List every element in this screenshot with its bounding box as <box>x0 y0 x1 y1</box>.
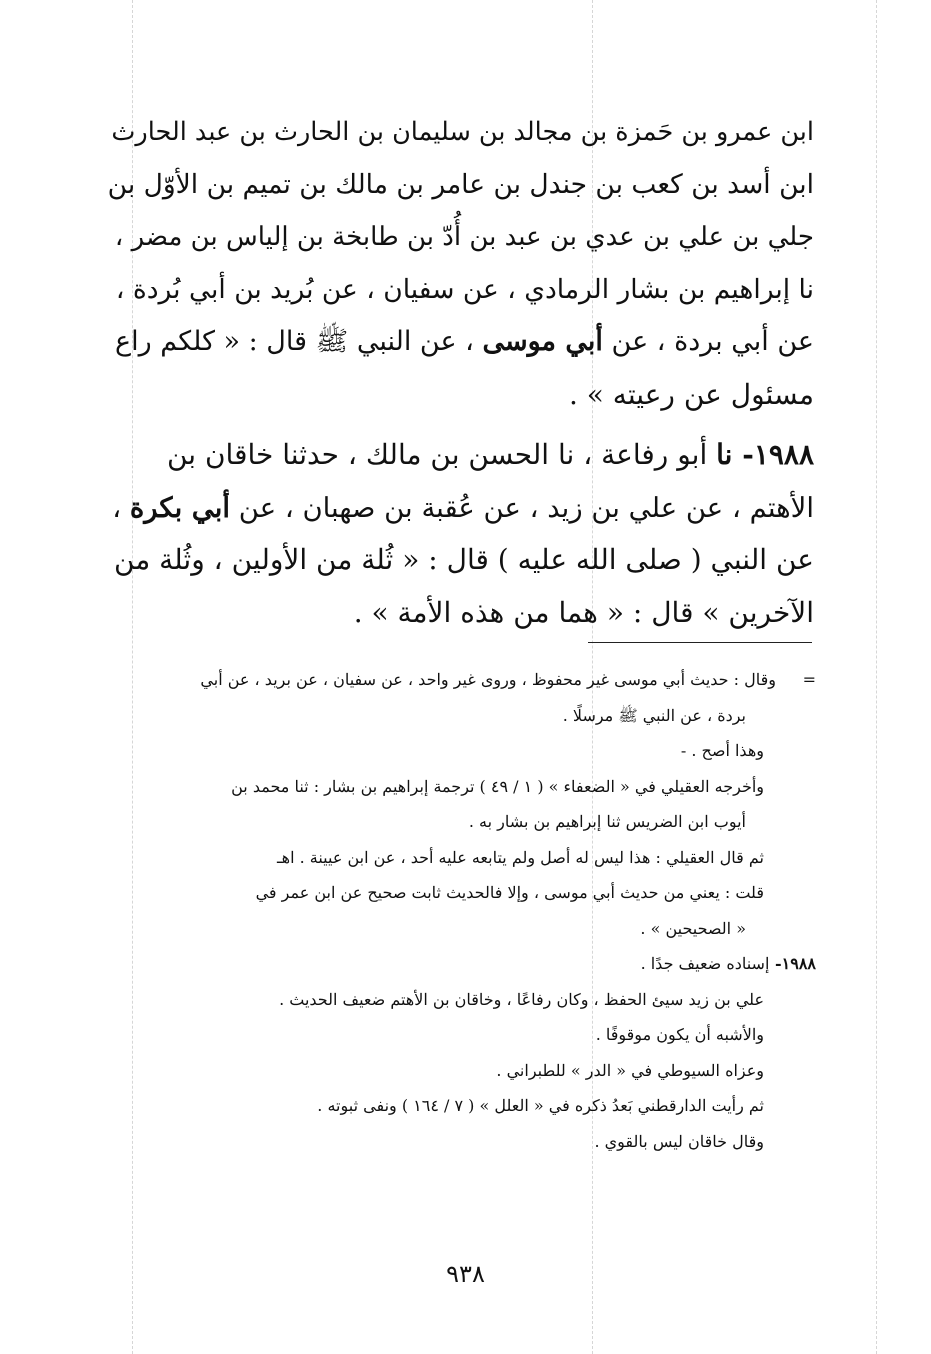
footnote-line: وقال خاقان ليس بالقوي . <box>594 1131 764 1151</box>
footnote-line: أيوب ابن الضريس ثنا إبراهيم بن بشار به . <box>468 812 746 831</box>
footnote-number: ١٩٨٨- <box>769 954 816 973</box>
footnote-separator <box>588 642 812 643</box>
footnote-line: وأخرجه العقيلي في « الضعفاء » ( ١ / ٤٩ ) ترجمة إبراهيم بن بشار : ثنا محمد بن <box>231 776 764 796</box>
footnote-line: ثم قال العقيلي : هذا ليس له أصل ولم يتابعه عليه أحد ، عن ابن عيينة . اهـ <box>276 847 764 867</box>
footnote-line: وعزاه السيوطي في « الدر » للطبراني . <box>496 1060 764 1080</box>
text-line: ابن أسد بن كعب بن جندل بن عامر بن مالك بن تميم بن الأوّل بن <box>107 168 814 200</box>
text-line: جلي بن علي بن عدي بن عبد بن أُدّ بن طابخة بن إلياس بن مضر ، <box>114 222 814 252</box>
footnote-line: « الصحيحين » . <box>640 918 746 938</box>
footnote-line: وهذا أصح . - <box>680 741 764 760</box>
main-text <box>106 106 814 639</box>
text-line: الأهتم ، عن علي بن زيد ، عن عُقبة بن صهبان ، عن أبي بكرة ، <box>112 491 814 524</box>
text-line: عن النبي ( صلى الله عليه ) قال : « ثُلة من الأولين ، وثُلة من <box>113 543 814 576</box>
text-line: ابن عمرو بن حَمزة بن مجالد بن سليمان بن الحارث بن عبد الحارث <box>111 117 814 147</box>
footnote-line: بردة ، عن النبي ﷺ مرسلًا . <box>562 705 746 725</box>
text-line: مسئول عن رعيته » . <box>568 377 814 411</box>
hadith-heading-line: ١٩٨٨- نا أبو رفاعة ، نا الحسن بن مالك ، حدثنا خاقان بن <box>166 438 814 471</box>
footnote-line: علي بن زيد سيئ الحفظ ، وكان رفاعًا ، وخاقان بن الأهتم ضعيف الحديث . <box>279 989 764 1009</box>
footnote-line: ثم رأيت الدارقطني بَعدُ ذكره في « العلل » ( ٧ / ١٦٤ ) ونفى ثبوته . <box>317 1096 764 1115</box>
footnotes <box>104 662 816 1159</box>
footnote-line: =وقال : حديث أبي موسى غير محفوظ ، وروى غير واحد ، عن سفيان ، عن بريد ، عن أبي <box>200 670 816 689</box>
footnote-line: قلت : يعني من حديث أبي موسى ، وإلا فالحديث ثابت صحيح عن ابن عمر في <box>255 883 764 902</box>
footnote-line: والأشبه أن يكون موقوفًا . <box>595 1025 764 1044</box>
scan-guide-line <box>876 0 877 1354</box>
footnote-line: ١٩٨٨- إسناده ضعيف جدًا . <box>640 954 816 973</box>
hadith-number: ١٩٨٨- <box>732 438 814 471</box>
text-line: الآخرين » قال : « هما من هذه الأمة » . <box>353 595 814 629</box>
text-line: عن أبي بردة ، عن أبي موسى ، عن النبي ﷺ قال : « كلكم راع <box>115 326 814 357</box>
text-line: نا إبراهيم بن بشار الرمادي ، عن سفيان ، عن بُريد بن أبي بُردة ، <box>115 273 814 305</box>
page-number: ٩٣٨ <box>446 1260 485 1288</box>
